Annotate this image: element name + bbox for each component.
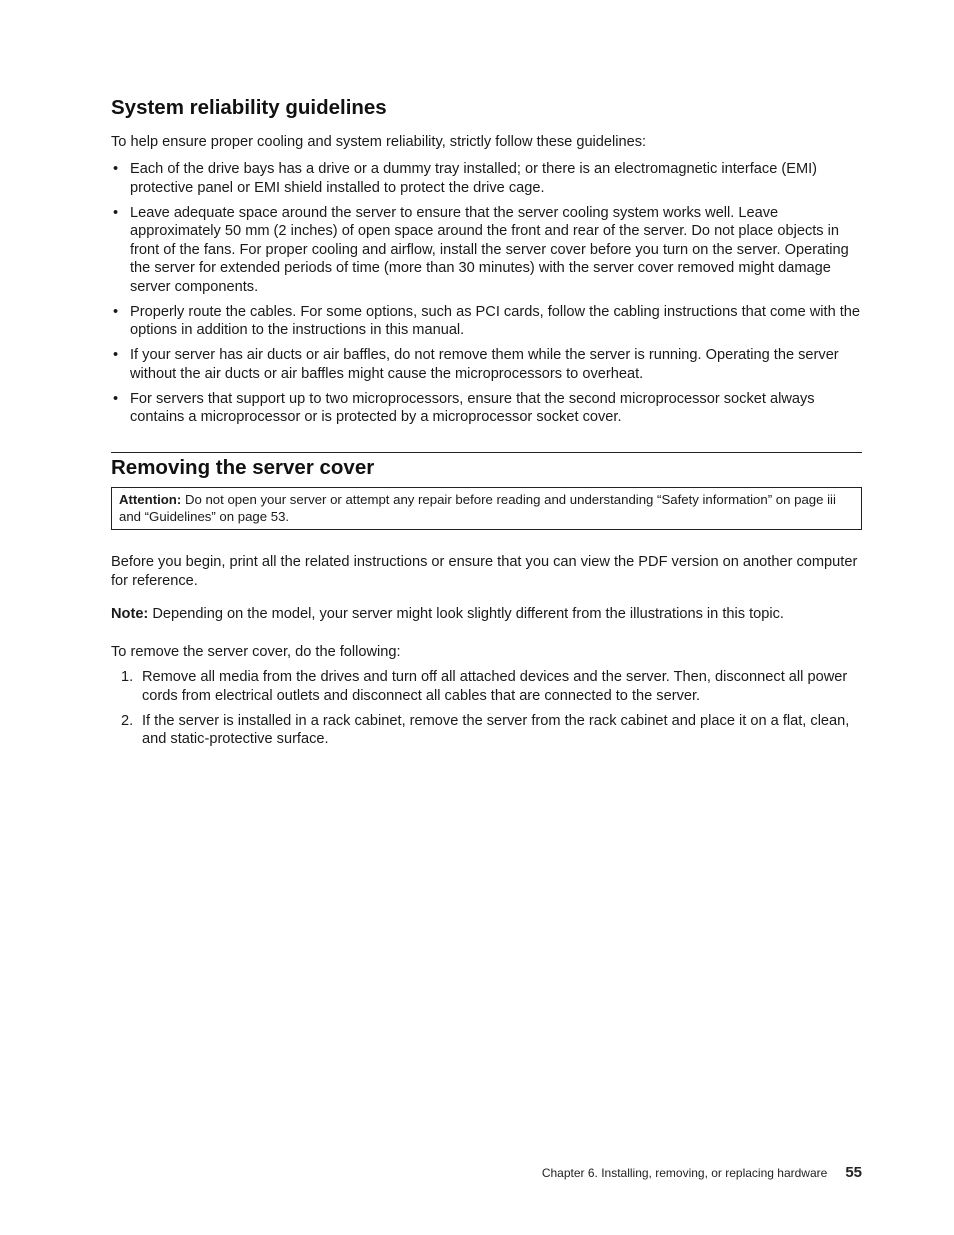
list-item: • For servers that support up to two microprocessors, ensure that the second microprocessor socket always contains a microprocessor or is protected by a microprocessor socket cover.	[113, 390, 815, 425]
before-you-begin-paragraph: Before you begin, print all the related instructions or ensure that you can view the PDF version on another computer for reference.	[111, 554, 858, 589]
step-number: 1.	[121, 669, 134, 685]
steps-list	[111, 668, 862, 755]
bullet-icon: •	[113, 303, 119, 320]
attention-text: Do not open your server or attempt any repair before reading and understanding “Safety information” on page iii and “Guidelines” on page 53.	[119, 492, 836, 524]
list-item: • If your server has air ducts or air baffles, do not remove them while the server is running. Operating the server without the air ducts or air baffles might cause the microprocessors to overheat.	[113, 347, 839, 382]
list-item	[111, 668, 862, 705]
bullet-icon: •	[113, 204, 119, 221]
step-text: Remove all media from the drives and turn off all attached devices and the server. Then, disconnect all power cords from electrical outlets and disconnect all cables that are connected to the server.	[142, 669, 848, 704]
section-divider	[111, 452, 862, 453]
footer-chapter: Chapter 6. Installing, removing, or replacing hardware	[541, 1166, 828, 1180]
attention-label: Attention:	[119, 492, 182, 507]
section-heading-system-reliability: System reliability guidelines	[111, 96, 387, 119]
bullet-icon: •	[113, 390, 119, 407]
guidelines-list	[111, 160, 862, 433]
note-paragraph	[111, 605, 862, 624]
step-number: 2.	[121, 712, 134, 729]
bullet-icon: •	[113, 347, 119, 363]
page-number: 55	[845, 1164, 862, 1181]
bullet-icon: •	[113, 161, 119, 177]
page-footer	[542, 1163, 862, 1183]
list-item: • Each of the drive bays has a drive or a dummy tray installed; or there is an electromagnetic interface (EMI) protective panel or EMI shield installed to protect the drive cage.	[113, 161, 818, 196]
list-item: • Leave adequate space around the server to ensure that the server cooling system works well. Leave approximately 50 mm (2 inches) of open space around the front and rear of the server. Do not place objects in front of the fans. For proper cooling and airflow, install the server cover before you turn on the server. Operating the server for extended periods of time (more than 30 minutes) with the server cover removed might damage server components.	[113, 204, 849, 295]
intro-paragraph: To help ensure proper cooling and system reliability, strictly follow these guidelines:	[111, 134, 647, 150]
list-item: • Properly route the cables. For some options, such as PCI cards, follow the cabling instructions that come with the options in addition to the instructions in this manual.	[113, 303, 861, 338]
attention-box	[111, 487, 862, 530]
step-text: If the server is installed in a rack cabinet, remove the server from the rack cabinet and place it on a flat, clean, and static-protective surface.	[142, 712, 850, 747]
note-label: Note:	[111, 606, 149, 622]
procedure-intro: To remove the server cover, do the following:	[111, 644, 401, 660]
list-item	[111, 712, 862, 749]
section-heading-removing-cover: Removing the server cover	[111, 456, 375, 479]
note-text: Depending on the model, your server might look slightly different from the illustrations in this topic.	[152, 606, 784, 622]
